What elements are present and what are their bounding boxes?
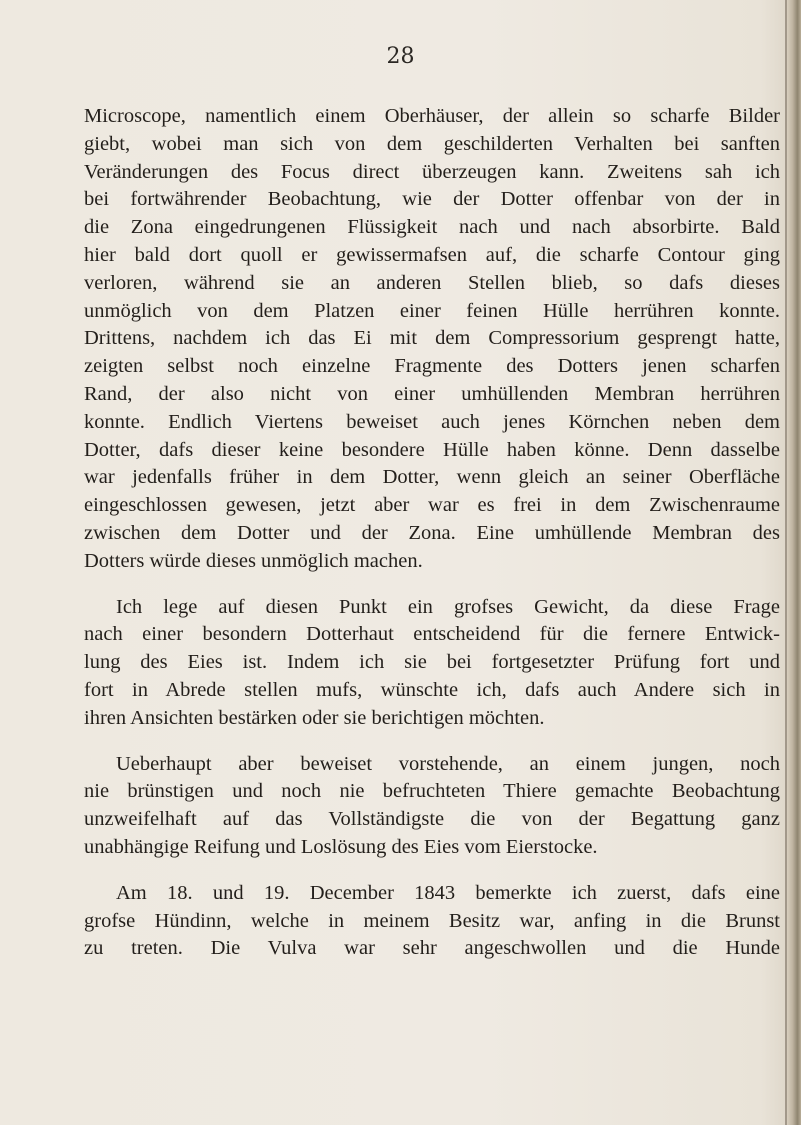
text-line: Ich lege auf diesen Punkt ein grofses Gewicht, da diese Frage [116, 595, 780, 618]
text-line: unabhängige Reifung und Loslösung des Eies vom Eierstocke. [84, 835, 598, 858]
paragraph-3 [84, 751, 780, 862]
text-line: grofse Hündinn, welche in meinem Besitz war, anfing in die Brunst [84, 909, 780, 932]
text-line: Dotter, dafs dieser keine besondere Hülle haben könne. Denn dasselbe [84, 438, 780, 461]
text-line: lung des Eies ist. Indem ich sie bei fortgesetzter Prüfung fort und [84, 651, 780, 674]
page-edge [787, 0, 801, 1125]
text-line: Drittens, nachdem ich das Ei mit dem Compressorium gesprengt hatte, [84, 327, 780, 350]
text-line: bei fortwährender Beobachtung, wie der Dotter offenbar von der in [84, 188, 780, 211]
paragraph-4 [84, 880, 780, 963]
text-line: zu treten. Die Vulva war sehr angeschwollen und die Hunde [84, 937, 780, 960]
text-line: ihren Ansichten bestärken oder sie berichtigen möchten. [84, 706, 545, 729]
text-line: war jedenfalls früher in dem Dotter, wenn gleich an seiner Oberfläche [84, 466, 780, 489]
text-line: nie brünstigen und noch nie befruchteten Thiere gemachte Beobachtung [84, 780, 780, 803]
text-line: zeigten selbst noch einzelne Fragmente des Dotters jenen scharfen [84, 355, 780, 378]
text-line: nach einer besondern Dotterhaut entscheidend für die fernere Entwick- [84, 623, 780, 646]
paragraph-2 [84, 594, 780, 733]
paragraph-1 [84, 103, 780, 576]
text-line: Am 18. und 19. December 1843 bemerkte ich zuerst, dafs eine [116, 881, 780, 904]
paragraph-spacer [84, 862, 780, 880]
text-line: Veränderungen des Focus direct überzeugen kann. Zweitens sah ich [84, 160, 780, 183]
text-line: unmöglich von dem Platzen einer feinen Hülle herrühren konnte. [84, 299, 780, 322]
page-number: 28 [386, 44, 415, 69]
text-line: verloren, während sie an anderen Stellen blieb, so dafs dieses [84, 271, 780, 294]
text-line: zwischen dem Dotter und der Zona. Eine umhüllende Membran des [84, 521, 780, 544]
page-edge-line [785, 0, 787, 1125]
text-line: Rand, der also nicht von einer umhüllenden Membran herrühren [84, 382, 780, 405]
text-line: giebt, wobei man sich von dem geschilderten Verhalten bei sanften [84, 132, 780, 155]
text-line: Dotters würde dieses unmöglich machen. [84, 549, 423, 572]
text-line: Microscope, namentlich einem Oberhäuser, der allein so scharfe Bilder [84, 105, 780, 127]
text-line: fort in Abrede stellen mufs, wünschte ich, dafs auch Andere sich in [84, 678, 780, 701]
paragraph-spacer [84, 733, 780, 751]
body-text [84, 103, 780, 963]
text-line: unzweifelhaft auf das Vollständigste die von der Begattung ganz [84, 808, 780, 831]
text-line: eingeschlossen gewesen, jetzt aber war es frei in dem Zwischenraume [84, 494, 780, 517]
text-line: die Zona eingedrungenen Flüssigkeit nach und nach absorbirte. Bald [84, 216, 780, 239]
text-line: hier bald dort quoll er gewissermafsen auf, die scharfe Contour ging [84, 243, 780, 266]
text-line: konnte. Endlich Viertens beweiset auch jenes Körnchen neben dem [84, 410, 780, 433]
paragraph-spacer [84, 576, 780, 594]
text-line: Ueberhaupt aber beweiset vorstehende, an einem jungen, noch [116, 752, 780, 775]
